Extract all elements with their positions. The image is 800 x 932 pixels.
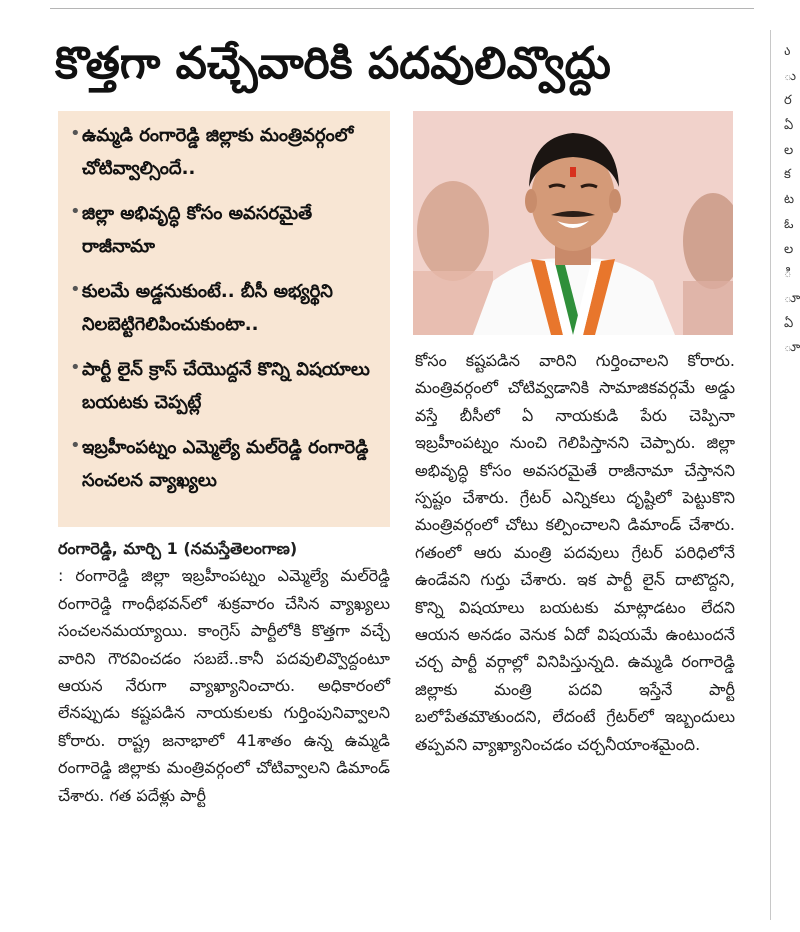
highlight-text: పార్టీ లైన్ క్రాస్ చేయొద్దనే కొన్ని విషయాలు బయటకు చెప్పట్లే bbox=[82, 359, 370, 413]
highlight-text: జిల్లా అభివృద్ధి కోసం అవసరమైతే రాజీనామా bbox=[82, 203, 313, 257]
margin-fragment: ఓ bbox=[784, 216, 794, 232]
margin-fragment: ట bbox=[784, 192, 795, 208]
dateline: రంగారెడ్డి, మార్చి 1 (నమస్తేతెలంగాణ) bbox=[58, 539, 298, 558]
margin-fragment: ూ bbox=[784, 340, 800, 356]
article-body-right-text: కోసం కష్టపడిన వారిని గుర్తించాలని కోరారు. మంత్రివర్గంలో చోటివ్వడానికి సామాజికవర్గమే అడ్డు వస్తే బీసీలో ఏ నాయకుడి పేరు చెప్పినా ఇబ్రహీంపట్నం నుంచి గెలిపిస్తానని చెప్పారు. జిల్లా అభివృద్ధి కోసం అవసరమైతే రాజీనామా చేస్తానని స్పష్టం చేశారు. గ్రేటర్ ఎన్నికలు దృష్టిలో పెట్టుకొని మంత్రివర్గంలో చోటు కల్పించాలని డిమాండ్ చేశారు. గతంలో ఆరు మంత్రి పదవులు గ్రేటర్ పరిధిలోనే ఉండేవని గుర్తు చేశారు. ఇక పార్టీ లైన్ దాటొద్దని, కొన్ని విషయాలు బయటకు మాట్లాడటం లేదని ఆయన అనడం వెనుక ఏదో విషయమే ఉంటుందనే చర్చ పార్టీ వర్గాల్లో వినిపిస్తున్నది. ఉమ్మడి రంగారెడ్డి జిల్లాకు మంత్రి పదవి ఇస్తేనే పార్టీ బలోపేతమౌతుందని, లేదంటే గ్రేటర్‌లో ఇబ్బందులు తప్పవని వ్యాఖ్యానించడం చర్చనీయాంశమైంది. bbox=[415, 351, 735, 754]
highlight-text: కులమే అడ్డనుకుంటే.. బీసీ అభ్యర్థిని నిలబెట్టిగెలిపించుకుంటా.. bbox=[82, 281, 333, 335]
highlight-item bbox=[70, 275, 380, 341]
headline: కొత్తగా వచ్చేవారికి పదవులివ్వొద్దు bbox=[55, 38, 611, 89]
margin-fragment: ა bbox=[784, 44, 791, 59]
highlight-item bbox=[70, 197, 380, 263]
column-divider bbox=[770, 30, 771, 920]
margin-fragment: క bbox=[784, 167, 791, 183]
margin-fragment: ల bbox=[784, 241, 794, 257]
margin-fragment: ఏ bbox=[784, 118, 794, 134]
highlight-item bbox=[70, 119, 380, 185]
margin-fragment: ర bbox=[784, 93, 792, 109]
adjacent-column-fragment bbox=[784, 40, 798, 361]
bullet-icon: • bbox=[70, 435, 81, 456]
article-body-right-column bbox=[415, 347, 735, 758]
bullet-icon: • bbox=[70, 357, 81, 378]
bullet-icon: • bbox=[70, 201, 81, 222]
top-rule bbox=[50, 8, 754, 9]
bullet-icon: • bbox=[70, 279, 81, 300]
highlight-text: ఉమ్మడి రంగారెడ్డి జిల్లాకు మంత్రివర్గంలో చోటివ్వాల్సిందే.. bbox=[82, 125, 354, 179]
highlight-item bbox=[70, 353, 380, 419]
margin-fragment: ూ bbox=[784, 290, 800, 306]
highlight-item bbox=[70, 431, 380, 497]
margin-fragment: ు bbox=[784, 68, 797, 84]
highlight-text: ఇబ్రహీంపట్నం ఎమ్మెల్యే మల్‌రెడ్డి రంగారెడ్డి సంచలన వ్యాఖ్యలు bbox=[82, 437, 369, 491]
bullet-icon: • bbox=[70, 123, 81, 144]
article-body-left-column bbox=[58, 535, 390, 809]
politician-portrait-icon bbox=[413, 111, 733, 335]
article-body-left-text: : రంగారెడ్డి జిల్లా ఇబ్రహీంపట్నం ఎమ్మెల్యే మల్‌రెడ్డి రంగారెడ్డి గాంధీభవన్‌లో శుక్రవారం చేసిన వ్యాఖ్యలు సంచలనమయ్యాయి. కాంగ్రెస్ పార్టీలోకి కొత్తగా వచ్చే వారిని గౌరవించడం సబబే..కానీ పదవులివ్వొద్దంటూ ఆయన నేరుగా వ్యాఖ్యానించారు. అధికారంలో లేనప్పుడు కష్టపడిన నాయకులకు గుర్తింపునివ్వాలని కోరారు. రాష్ట్ర జనాభాలో 41శాతం ఉన్న ఉమ్మడి రంగారెడ్డి జిల్లాకు మంత్రివర్గంలో చోటివ్వాలని డిమాండ్ చేశారు. గత పదేళ్లు పార్టీ bbox=[58, 566, 390, 805]
margin-fragment: ి bbox=[784, 266, 792, 282]
highlights-box bbox=[58, 111, 390, 527]
margin-fragment: ల bbox=[784, 142, 794, 158]
margin-fragment: ఏ bbox=[784, 315, 794, 331]
politician-photo bbox=[413, 111, 733, 335]
